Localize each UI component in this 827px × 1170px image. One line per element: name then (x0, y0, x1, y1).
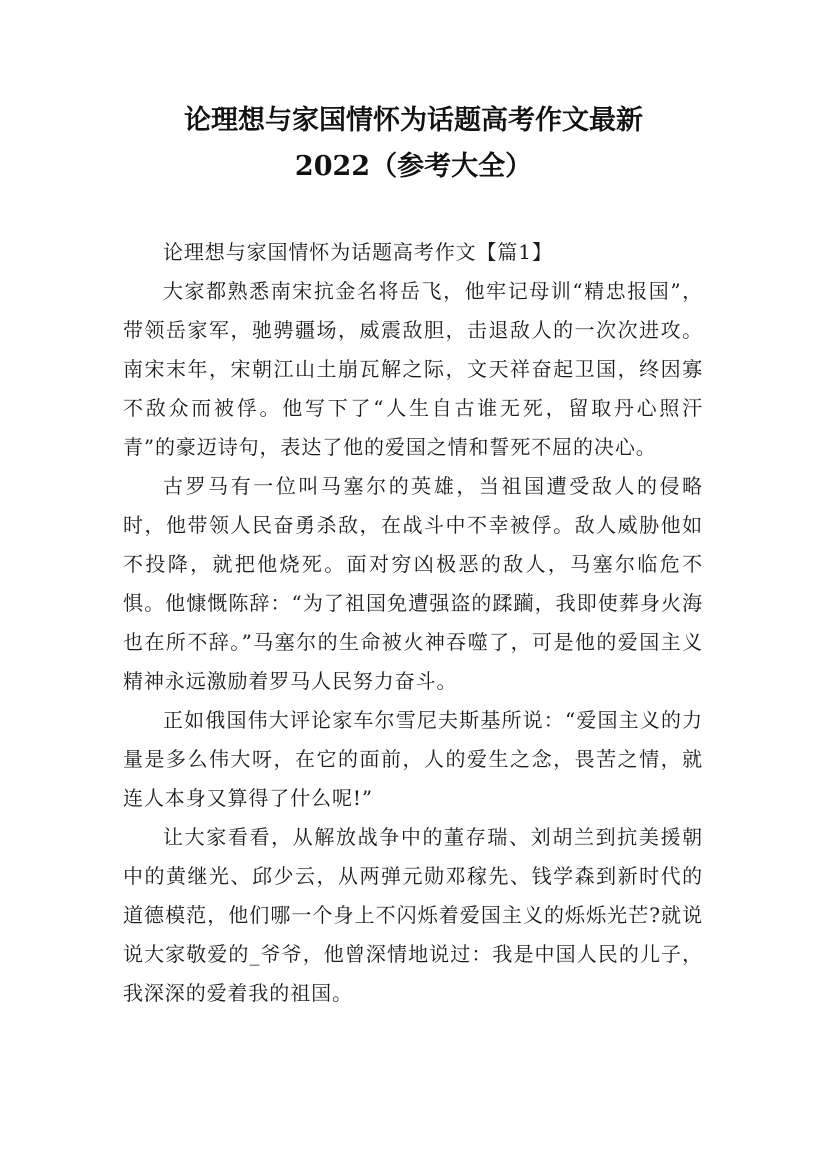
title-line-1: 论理想与家国情怀为话题高考作文最新 (184, 105, 643, 136)
section-heading: 论理想与家国情怀为话题高考作文【篇1】 (163, 240, 553, 264)
paragraph-1: 大家都熟悉南宋抗金名将岳飞，他牢记母训“精忠报国”，带领岳家军，驰骋疆场，威震敌胆，击退敌人的一次次进攻。南宋末年，宋朝江山土崩瓦解之际，文天祥奋起卫国，终因寡不敌众而被俘。他写下了“人生自古谁无死，留取丹心照汗青”的豪迈诗句，表达了他的爱国之情和誓死不屈的决心。 (123, 279, 703, 459)
document-body (123, 233, 703, 1013)
paragraph-3: 正如俄国伟大评论家车尔雪尼夫斯基所说：“爱国主义的力量是多么伟大呀，在它的面前，人的爱生之念，畏苦之情，就连人本身又算得了什么呢!” (123, 708, 703, 810)
paragraph-2: 古罗马有一位叫马塞尔的英雄，当祖国遭受敌人的侵略时，他带领人民奋勇杀敌，在战斗中不幸被俘。敌人威胁他如不投降，就把他烧死。面对穷凶极恶的敌人，马塞尔临危不惧。他慷慨陈辞：“为了祖国免遭强盗的蹂躏，我即使葬身火海也在所不辞。”马塞尔的生命被火神吞噬了，可是他的爱国主义精神永远激励着罗马人民努力奋斗。 (123, 474, 703, 693)
title-line-2: 2022（参考大全） (294, 151, 533, 182)
paragraph-4: 让大家看看，从解放战争中的董存瑞、刘胡兰到抗美援朝中的黄继光、邱少云，从两弹元勋邓稼先、钱学森到新时代的道德模范，他们哪一个身上不闪烁着爱国主义的烁烁光芒?就说说大家敬爱的_爷爷，他曾深情地说过：我是中国人民的儿子，我深深的爱着我的祖国。 (123, 825, 703, 1005)
document-title (100, 98, 727, 190)
